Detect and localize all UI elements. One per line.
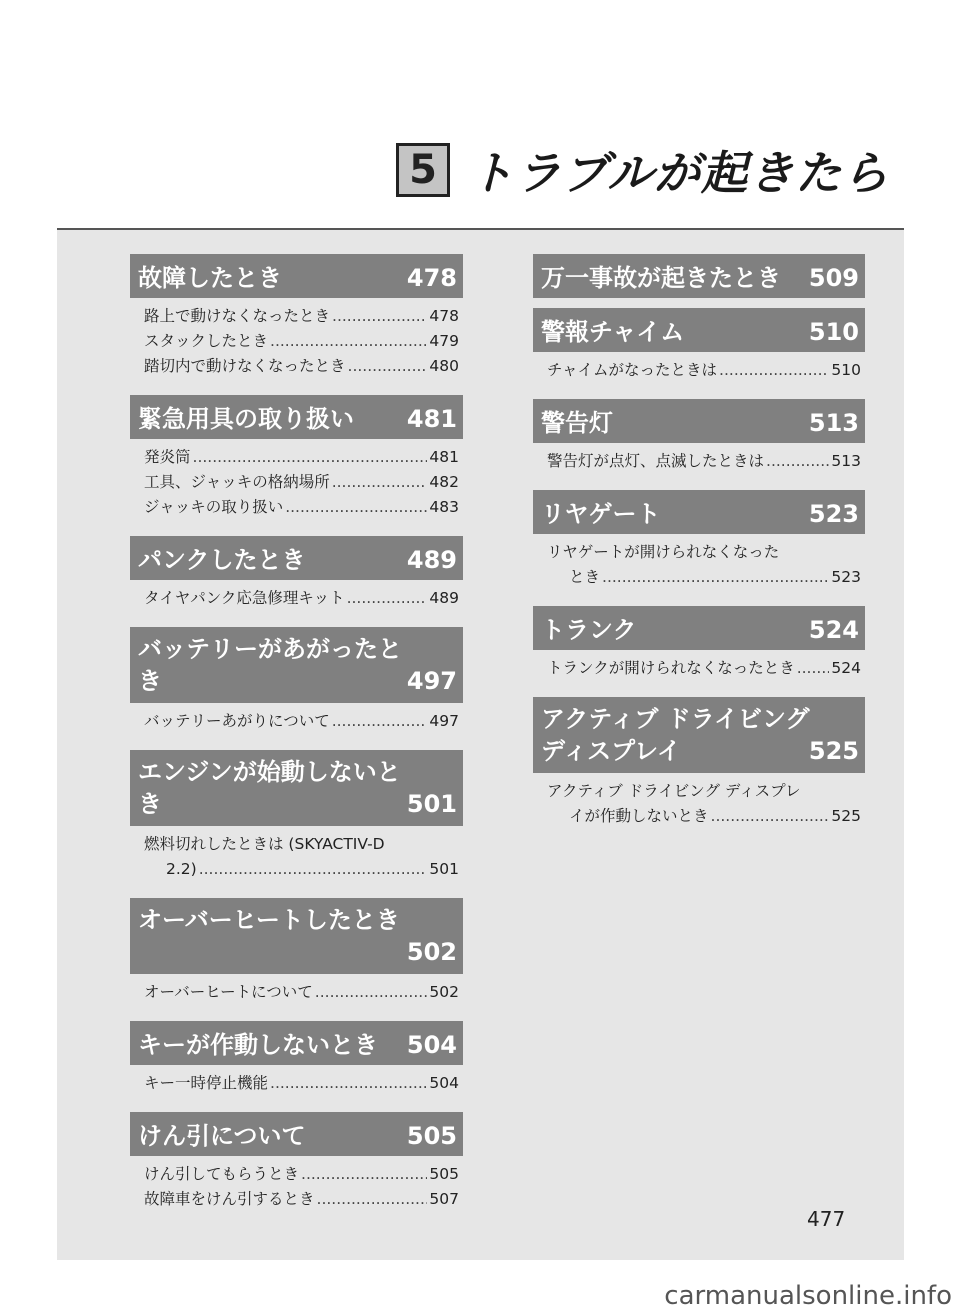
entry-page: 510 bbox=[831, 361, 861, 379]
section-header[interactable] bbox=[533, 308, 865, 352]
leader-dots bbox=[270, 1071, 427, 1096]
entry-page: 504 bbox=[429, 1074, 459, 1092]
section-entries bbox=[533, 534, 865, 606]
toc-section bbox=[130, 395, 463, 536]
section-page: 489 bbox=[406, 546, 457, 574]
leader-dots bbox=[301, 1162, 427, 1187]
section-title: エンジンが始動しないとき bbox=[138, 758, 401, 818]
toc-entry[interactable] bbox=[144, 980, 459, 1005]
leader-dots bbox=[766, 449, 829, 474]
section-page: 502 bbox=[406, 938, 457, 966]
section-header[interactable] bbox=[130, 750, 463, 826]
section-header[interactable] bbox=[130, 898, 463, 974]
entry-label: 故障車をけん引するとき bbox=[144, 1190, 315, 1208]
entry-page: 497 bbox=[429, 712, 459, 730]
entry-page: 524 bbox=[831, 659, 861, 677]
section-entries bbox=[533, 650, 865, 697]
leader-dots bbox=[315, 980, 428, 1005]
toc-left-column bbox=[130, 254, 463, 1228]
entry-label: バッテリーあがりについて bbox=[144, 712, 330, 730]
entry-label: オーバーヒートについて bbox=[144, 983, 313, 1001]
toc-entry[interactable] bbox=[144, 354, 459, 379]
entry-label: イが作動しないとき bbox=[569, 807, 709, 825]
toc-entry[interactable] bbox=[144, 470, 459, 495]
toc-entry[interactable] bbox=[547, 779, 861, 829]
section-title: パンクしたとき bbox=[138, 546, 306, 574]
entry-label: 踏切内で動けなくなったとき bbox=[144, 357, 346, 375]
leader-dots bbox=[332, 304, 427, 329]
toc-right-column bbox=[533, 254, 865, 845]
toc-entry[interactable] bbox=[144, 445, 459, 470]
section-entries bbox=[533, 298, 865, 308]
section-title: バッテリーがあがったとき bbox=[138, 635, 402, 695]
leader-dots bbox=[199, 857, 428, 882]
leader-dots bbox=[193, 445, 428, 470]
chapter-number: 5 bbox=[396, 143, 450, 197]
section-header[interactable] bbox=[130, 1112, 463, 1156]
entry-page: 482 bbox=[429, 473, 459, 491]
leader-dots bbox=[285, 495, 427, 520]
entry-page: 505 bbox=[429, 1165, 459, 1183]
section-page: 523 bbox=[808, 500, 859, 528]
section-entries bbox=[130, 974, 463, 1021]
section-header[interactable] bbox=[533, 490, 865, 534]
entry-page: 478 bbox=[429, 307, 459, 325]
chapter-heading bbox=[396, 140, 889, 200]
section-header[interactable] bbox=[130, 254, 463, 298]
entry-page: 481 bbox=[429, 448, 459, 466]
entry-page: 479 bbox=[429, 332, 459, 350]
toc-section bbox=[533, 254, 865, 308]
section-page: 513 bbox=[808, 409, 859, 437]
toc-panel bbox=[57, 228, 904, 1260]
entry-page: 502 bbox=[429, 983, 459, 1001]
section-header[interactable] bbox=[533, 254, 865, 298]
toc-section bbox=[130, 1021, 463, 1112]
toc-section bbox=[130, 254, 463, 395]
entry-label: キー一時停止機能 bbox=[144, 1074, 269, 1092]
entry-label: 2.2) bbox=[166, 860, 197, 878]
entry-page: 523 bbox=[831, 568, 861, 586]
page-number: 477 bbox=[807, 1207, 846, 1231]
section-title: トランク bbox=[541, 616, 637, 644]
toc-section bbox=[130, 898, 463, 1021]
toc-section bbox=[533, 697, 865, 845]
section-title: キーが作動しないとき bbox=[138, 1031, 378, 1059]
entry-page: 483 bbox=[429, 498, 459, 516]
section-page: 501 bbox=[406, 790, 457, 818]
entry-page: 513 bbox=[831, 452, 861, 470]
section-page: 505 bbox=[406, 1122, 457, 1150]
toc-section bbox=[533, 490, 865, 606]
toc-entry[interactable] bbox=[144, 586, 459, 611]
toc-section bbox=[130, 627, 463, 750]
section-title: リヤゲート bbox=[541, 500, 661, 528]
section-title: 警報チャイム bbox=[541, 318, 685, 346]
section-header[interactable] bbox=[533, 399, 865, 443]
section-title: 万一事故が起きたとき bbox=[541, 264, 781, 292]
entry-page: 525 bbox=[831, 807, 861, 825]
section-header[interactable] bbox=[533, 606, 865, 650]
entry-label: 発炎筒 bbox=[144, 448, 191, 466]
leader-dots bbox=[317, 1187, 428, 1212]
section-entries bbox=[533, 443, 865, 490]
section-entries bbox=[130, 1065, 463, 1112]
section-page: 504 bbox=[406, 1031, 457, 1059]
section-title: アクティブ ドライビングディスプレイ bbox=[541, 705, 810, 765]
entry-line2 bbox=[547, 804, 861, 829]
entry-label: 警告灯が点灯、点滅したときは bbox=[547, 452, 765, 470]
entry-label: スタックしたとき bbox=[144, 332, 269, 350]
toc-section bbox=[533, 399, 865, 490]
section-entries bbox=[130, 580, 463, 627]
toc-entry[interactable] bbox=[144, 709, 459, 734]
section-header[interactable] bbox=[130, 1021, 463, 1065]
leader-dots bbox=[711, 804, 830, 829]
section-header[interactable] bbox=[130, 536, 463, 580]
section-title: 故障したとき bbox=[138, 264, 282, 292]
section-entries bbox=[130, 826, 463, 898]
section-title: 警告灯 bbox=[541, 409, 613, 437]
entry-label: とき bbox=[569, 568, 601, 586]
entry-label: チャイムがなったときは bbox=[547, 361, 718, 379]
section-entries bbox=[533, 352, 865, 399]
entry-line2 bbox=[547, 565, 861, 590]
toc-section bbox=[130, 750, 463, 898]
toc-entry[interactable] bbox=[144, 832, 459, 882]
entry-label: 路上で動けなくなったとき bbox=[144, 307, 331, 325]
leader-dots bbox=[332, 470, 428, 495]
leader-dots bbox=[602, 565, 829, 590]
entry-label: けん引してもらうとき bbox=[144, 1165, 300, 1183]
leader-dots bbox=[348, 354, 428, 379]
section-title: オーバーヒートしたとき bbox=[138, 906, 400, 934]
entry-page: 489 bbox=[429, 589, 459, 607]
entry-label: トランクが開けられなくなったとき bbox=[547, 659, 795, 677]
entry-label: 工具、ジャッキの格納場所 bbox=[144, 473, 330, 491]
leader-dots bbox=[347, 586, 428, 611]
toc-entry[interactable] bbox=[144, 1162, 459, 1187]
toc-entry[interactable] bbox=[144, 1071, 459, 1096]
section-entries bbox=[533, 773, 865, 845]
toc-entry[interactable] bbox=[144, 304, 459, 329]
section-page: 478 bbox=[406, 264, 457, 292]
entry-label-line1: アクティブ ドライビング ディスプレ bbox=[547, 782, 801, 800]
toc-section bbox=[130, 1112, 463, 1228]
section-page: 497 bbox=[406, 667, 457, 695]
section-page: 510 bbox=[808, 318, 859, 346]
entry-label: タイヤパンク応急修理キット bbox=[144, 589, 345, 607]
section-page: 509 bbox=[808, 264, 859, 292]
section-entries bbox=[130, 298, 463, 395]
toc-section bbox=[130, 536, 463, 627]
leader-dots bbox=[332, 709, 428, 734]
leader-dots bbox=[797, 656, 830, 681]
section-header[interactable] bbox=[130, 395, 463, 439]
section-page: 524 bbox=[808, 616, 859, 644]
entry-line2 bbox=[144, 857, 459, 882]
leader-dots bbox=[719, 358, 829, 383]
toc-entry[interactable] bbox=[547, 540, 861, 590]
toc-entry[interactable] bbox=[547, 358, 861, 383]
entry-label-line1: リヤゲートが開けられなくなった bbox=[547, 543, 780, 561]
section-page: 525 bbox=[808, 737, 859, 765]
section-entries bbox=[130, 439, 463, 536]
toc-entry[interactable] bbox=[144, 1187, 459, 1212]
section-header[interactable] bbox=[533, 697, 865, 773]
toc-entry[interactable] bbox=[547, 656, 861, 681]
section-title: けん引について bbox=[138, 1122, 306, 1150]
section-entries bbox=[130, 1156, 463, 1228]
toc-section bbox=[533, 308, 865, 399]
entry-page: 507 bbox=[429, 1190, 459, 1208]
chapter-title: トラブルが起きたら bbox=[468, 146, 890, 200]
section-entries bbox=[130, 703, 463, 750]
entry-label-line1: 燃料切れしたときは (SKYACTIV-D bbox=[144, 835, 385, 853]
watermark: carmanualsonline.info bbox=[664, 1281, 952, 1311]
leader-dots bbox=[270, 329, 427, 354]
toc-entry[interactable] bbox=[547, 449, 861, 474]
section-header[interactable] bbox=[130, 627, 463, 703]
section-title: 緊急用具の取り扱い bbox=[138, 405, 354, 433]
toc-entry[interactable] bbox=[144, 495, 459, 520]
section-page: 481 bbox=[406, 405, 457, 433]
entry-label: ジャッキの取り扱い bbox=[144, 498, 284, 516]
entry-page: 480 bbox=[429, 357, 459, 375]
entry-page: 501 bbox=[429, 860, 459, 878]
toc-section bbox=[533, 606, 865, 697]
toc-entry[interactable] bbox=[144, 329, 459, 354]
